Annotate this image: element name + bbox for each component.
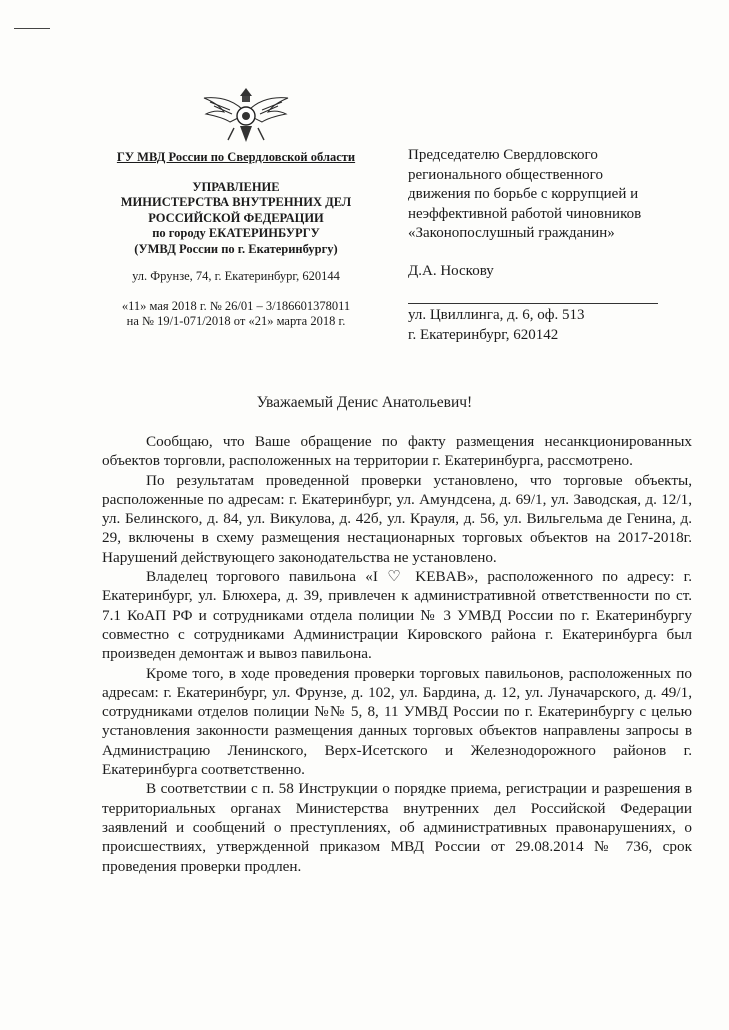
org-line: МИНИСТЕРСТВА ВНУТРЕННИХ ДЕЛ	[120, 195, 352, 209]
sender-header	[86, 150, 386, 330]
letter-body	[102, 432, 692, 876]
salutation: Уважаемый Денис Анатольевич!	[256, 394, 473, 411]
paragraph: По результатам проведенной проверки установлено, что торговые объекты, расположенные по адресам: г. Екатеринбург, ул. Амундсена, д. 69/1, ул. Заводская, д. 12/1, ул. Белинского, д. 84, ул. Викулова, д. 42б, ул. Крауля, д. 56, ул. Вильгельма де Генина, д. 29, включены в схему размещения нестационарных торговых объектов на 2017-2018г. Нарушений действующего законодательства не установлено.	[102, 471, 692, 566]
recipient-line: «Законопослушный гражданин»	[408, 225, 615, 241]
org-address: ул. Фрунзе, 74, г. Екатеринбург, 620144	[132, 269, 340, 283]
scan-mark	[14, 28, 50, 29]
recipient-line: движения по борьбе с коррупцией и	[408, 186, 639, 202]
org-line: (УМВД России по г. Екатеринбургу)	[134, 241, 338, 256]
recipient-line: Председателю Свердловского	[408, 147, 598, 163]
paragraph: Кроме того, в ходе проведения проверки торговых павильонов, расположенных по адресам: г. Екатеринбург, ул. Фрунзе, д. 102, ул. Бардина, д. 12, ул. Луначарского, д. 49/1, сотрудниками отделов полиции №№ 5, 8, 11 УМВД России по г. Екатеринбургу с целью установления законности размещения данных торговых объектов направлены запросы в Администрацию Ленинского, Верх-Исетского и Железнодорожного районов г. Екатеринбурга соответственно.	[102, 664, 692, 779]
recipient-line: неэффективной работой чиновников	[408, 205, 642, 222]
reference-line: на № 19/1-071/2018 от «21» марта 2018 г.	[126, 314, 346, 328]
reference-line: «11» мая 2018 г. № 26/01 – 3/186601378011	[121, 298, 351, 313]
divider-line	[408, 281, 658, 304]
org-line: РОССИЙСКОЙ ФЕДЕРАЦИИ	[148, 210, 324, 225]
org-top-name: ГУ МВД России по Свердловской области	[116, 150, 356, 164]
recipient-city: г. Екатеринбург, 620142	[408, 326, 559, 343]
eagle-emblem-icon	[200, 84, 292, 148]
recipient-address: ул. Цвиллинга, д. 6, оф. 513	[408, 307, 585, 323]
paragraph: В соответствии с п. 58 Инструкции о порядке приема, регистрации и разрешения в территориальных органах Министерства внутренних дел Российской Федерации заявлений и сообщений о преступлениях, об административных правонарушениях, о происшествиях, утвержденной приказом МВД России от 29.08.2014 № 736, срок проведения проверки продлен.	[102, 780, 692, 875]
reference-number	[86, 299, 386, 330]
recipient-name: Д.А. Носкову	[408, 262, 494, 279]
org-line: УПРАВЛЕНИЕ	[192, 179, 280, 194]
recipient-line: регионального общественного	[408, 166, 603, 183]
paragraph: Сообщаю, что Ваше обращение по факту размещения несанкционированных объектов торговли, расположенных на территории г. Екатеринбурга, рассмотрено.	[102, 433, 692, 470]
org-line: по городу ЕКАТЕРИНБУРГУ	[152, 226, 320, 240]
paragraph: Владелец торгового павильона «I ♡ KEBAB», расположенного по адресу: г. Екатеринбург, ул. Блюхера, д. 39, привлечен к административной ответственности по ст. 7.1 КоАП РФ и сотрудниками отдела полиции № 3 УМВД России по г. Екатеринбургу совместно с сотрудниками Администрации Кировского района г. Екатеринбурга был произведен демонтаж и вывоз павильона.	[102, 568, 692, 663]
org-name-block	[86, 180, 386, 258]
recipient-block	[408, 146, 708, 345]
